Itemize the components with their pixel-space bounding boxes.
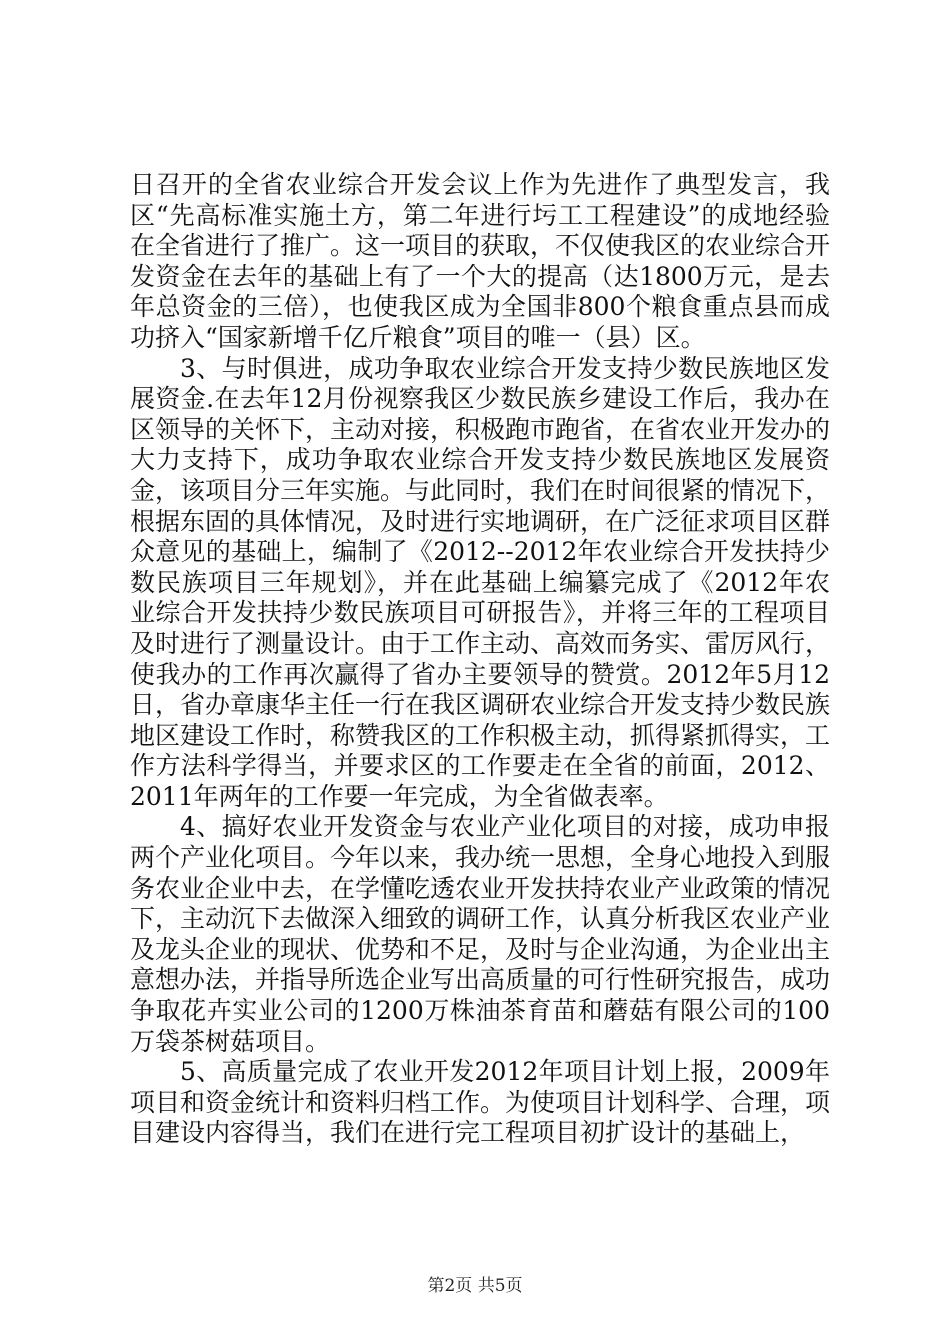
page-number-footer: 第2页 共5页 — [427, 1276, 523, 1296]
paragraph-item-3: 3、与时俱进，成功争取农业综合开发支持少数民族地区发展资金.在去年12月份视察我区少数民族乡建设工作后，我办在区领导的关怀下，主动对接，积极跑市跑省，在省农业开发办的大力支持下，成功争取农业综合开发支持少数民族地区发展资金，该项目分三年实施。与此同时，我们在时间很紧的情况下，根据东固的具体情况，及时进行实地调研，在广泛征求项目区群众意见的基础上，编制了《2012--2012年农业综合开发扶持少数民族项目三年规划》，并在此基础上编纂完成了《2012年农业综合开发扶持少数民族项目可研报告》，并将三年的工程项目及时进行了测量设计。由于工作主动、高效而务实、雷厉风行，使我办的工作再次赢得了省办主要领导的赞赏。2012年5月12日，省办章康华主任一行在我区调研农业综合开发支持少数民族地区建设工作时，称赞我区的工作积极主动，抓得紧抓得实，工作方法科学得当，并要求区的工作要走在全省的前面，2012、2011年两年的工作要一年完成，为全省做表率。 — [130, 353, 831, 811]
paragraph-continuation: 日召开的全省农业综合开发会议上作为先进作了典型发言，我区“先高标准实施土方，第二年进行圬工工程建设”的成地经验在全省进行了推广。这一项目的获取，不仅使我区的农业综合开发资金在去年的基础上有了一个大的提高（达1800万元，是去年总资金的三倍），也使我区成为全国非800个粮食重点县而成功挤入“国家新增千亿斤粮食”项目的唯一（县）区。 — [130, 170, 831, 352]
paragraph-item-5: 5、高质量完成了农业开发2012年项目计划上报，2009年项目和资金统计和资料归档工作。为使项目计划科学、合理，项目建设内容得当，我们在进行完工程项目初扩设计的基础上， — [130, 1057, 831, 1148]
paragraph-item-4: 4、搞好农业开发资金与农业产业化项目的对接，成功申报两个产业化项目。今年以来，我办统一思想，全身心地投入到服务农业企业中去，在学懂吃透农业开发扶持农业产业政策的情况下，主动沉下去做深入细致的调研工作，认真分析我区农业产业及龙头企业的现状、优势和不足，及时与企业沟通，为企业出主意想办法，并指导所选企业写出高质量的可行性研究报告，成功争取花卉实业公司的1200万株油茶育苗和蘑菇有限公司的100万袋茶树菇项目。 — [130, 812, 831, 1056]
document-body — [130, 170, 830, 1149]
